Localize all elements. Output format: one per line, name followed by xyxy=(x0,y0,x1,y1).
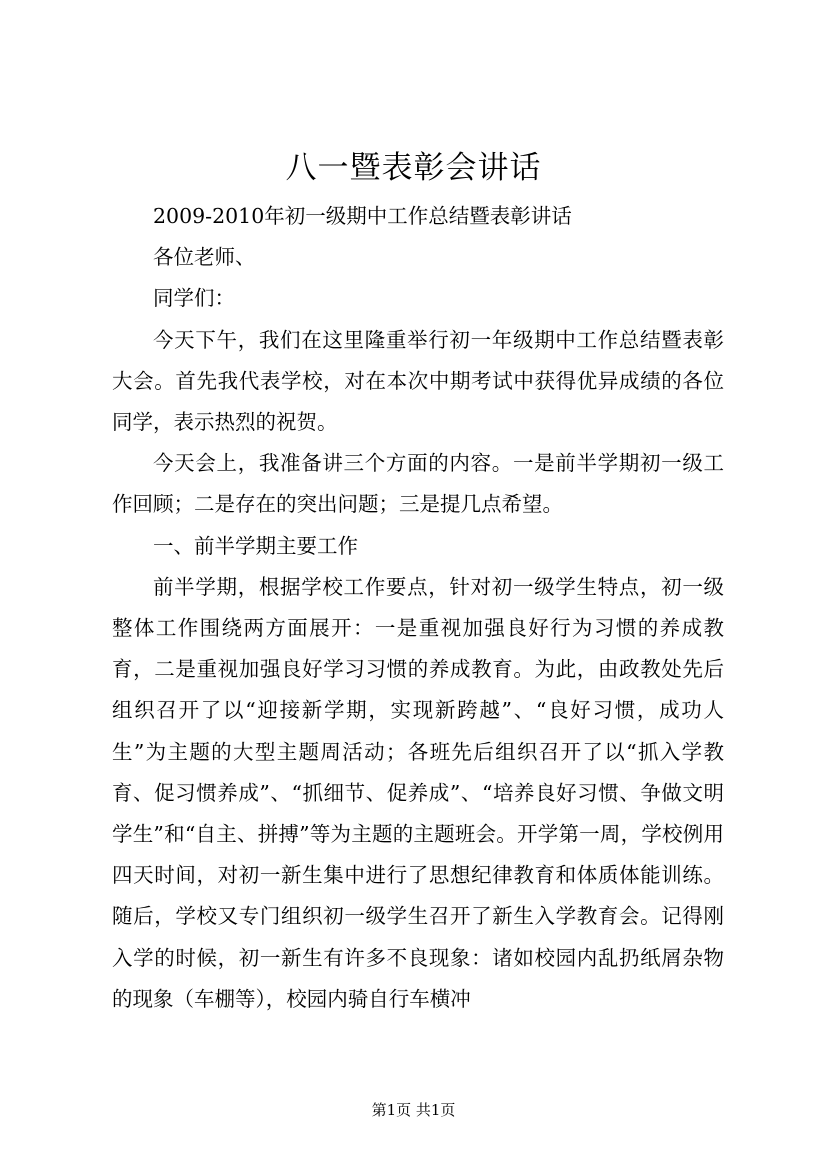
section-heading: 一、前半学期主要工作 xyxy=(153,533,358,558)
document-body xyxy=(112,196,724,1020)
subtitle-paragraph: 2009-2010年初一级期中工作总结暨表彰讲话 xyxy=(153,204,572,228)
salutation-students: 同学们： xyxy=(153,286,235,311)
outline-paragraph: 今天会上，我准备讲三个方面的内容。一是前半学期初一级工作回顾；二是存在的突出问题；三是提几点希望。 xyxy=(112,451,724,517)
salutation-teachers: 各位老师、 xyxy=(153,245,256,270)
opening-paragraph: 今天下午，我们在这里隆重举行初一年级期中工作总结暨表彰大会。首先我代表学校，对在本次中期考试中获得优异成绩的各位同学，表示热烈的祝贺。 xyxy=(112,327,724,435)
work-review-paragraph: 前半学期，根据学校工作要点，针对初一级学生特点，初一级整体工作围绕两方面展开：一是重视加强良好行为习惯的养成教育，二是重视加强良好学习习惯的养成教育。为此，由政教处先后组织召开了以“迎接新学期，实现新跨越”、“良好习惯，成功人生”为主题的大型主题周活动；各班先后组织召开了以“抓入学教育、促习惯养成”、“抓细节、促养成”、“培养良好习惯、争做文明学生”和“自主、拼搏”等为主题的主题班会。开学第一周，学校例用四天时间，对初一新生集中进行了思想纪律教育和体质体能训练。随后，学校又专门组织初一级学生召开了新生入学教育会。记得刚入学的时候，初一新生有许多不良现象：诸如校园内乱扔纸屑杂物的现象（车棚等），校园内骑自行车横冲 xyxy=(112,574,724,1011)
document-title: 八一暨表彰会讲话 xyxy=(285,150,542,186)
page-footer: 第1页 共1页 xyxy=(371,1101,456,1119)
